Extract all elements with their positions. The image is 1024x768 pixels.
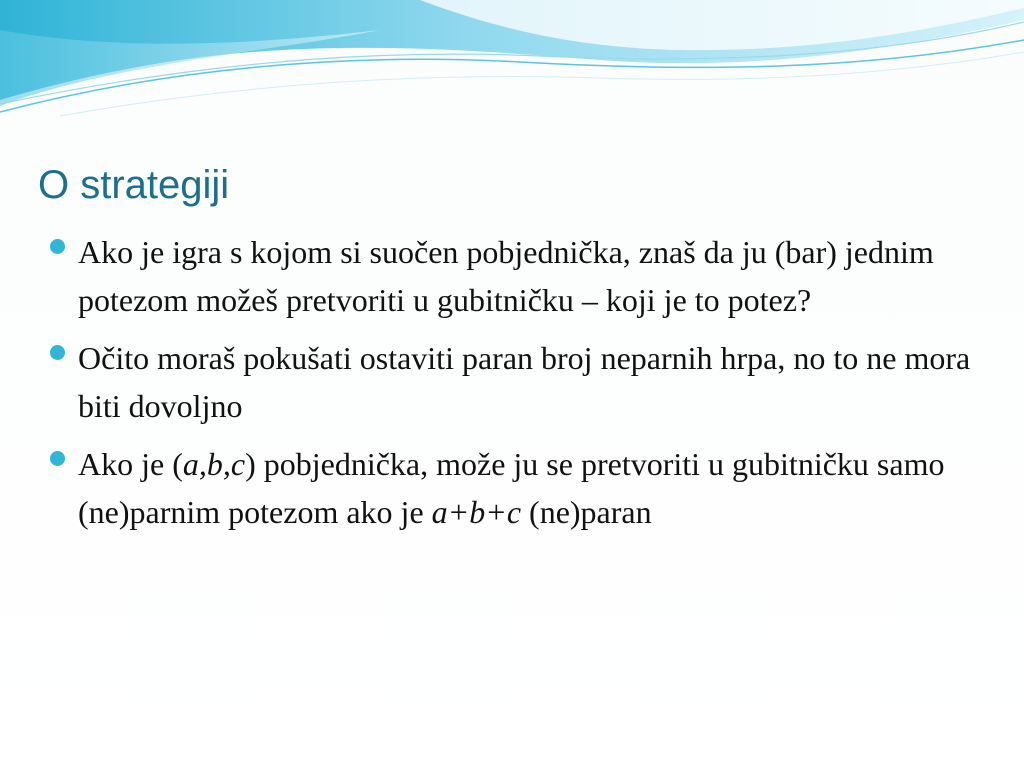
bullet-dot-icon [50,451,65,466]
bullet-dot-icon [50,345,65,360]
bullet-text-3-variables: a,b,c [182,446,246,482]
bullet-text-3-before: Ako je ( [78,446,183,482]
bullet-text-3-after: (ne)paran [521,494,652,530]
slide-title: O strategiji [38,163,230,207]
bullet-item-2 [48,334,978,430]
header-wave-decoration [0,0,1024,130]
bullet-text-3-middle: ) pobjednička, može ju se pretvoriti u gubitničku samo (ne)parnim potezom ako je [78,446,945,530]
bullet-item-1 [48,228,978,324]
bullet-text-1: Ako je igra s kojom si suočen pobjednička, znaš da ju (bar) jednim potezom možeš pretvoriti u gubitničku – koji je to potez? [78,234,934,318]
bullet-item-3 [48,440,978,536]
bullet-text-2: Očito moraš pokušati ostaviti paran broj neparnih hrpa, no to ne mora biti dovoljno [78,340,971,424]
bullet-dot-icon [50,239,65,254]
bullet-text-3-sum: a+b+c [431,494,522,530]
bullet-list [48,228,978,546]
